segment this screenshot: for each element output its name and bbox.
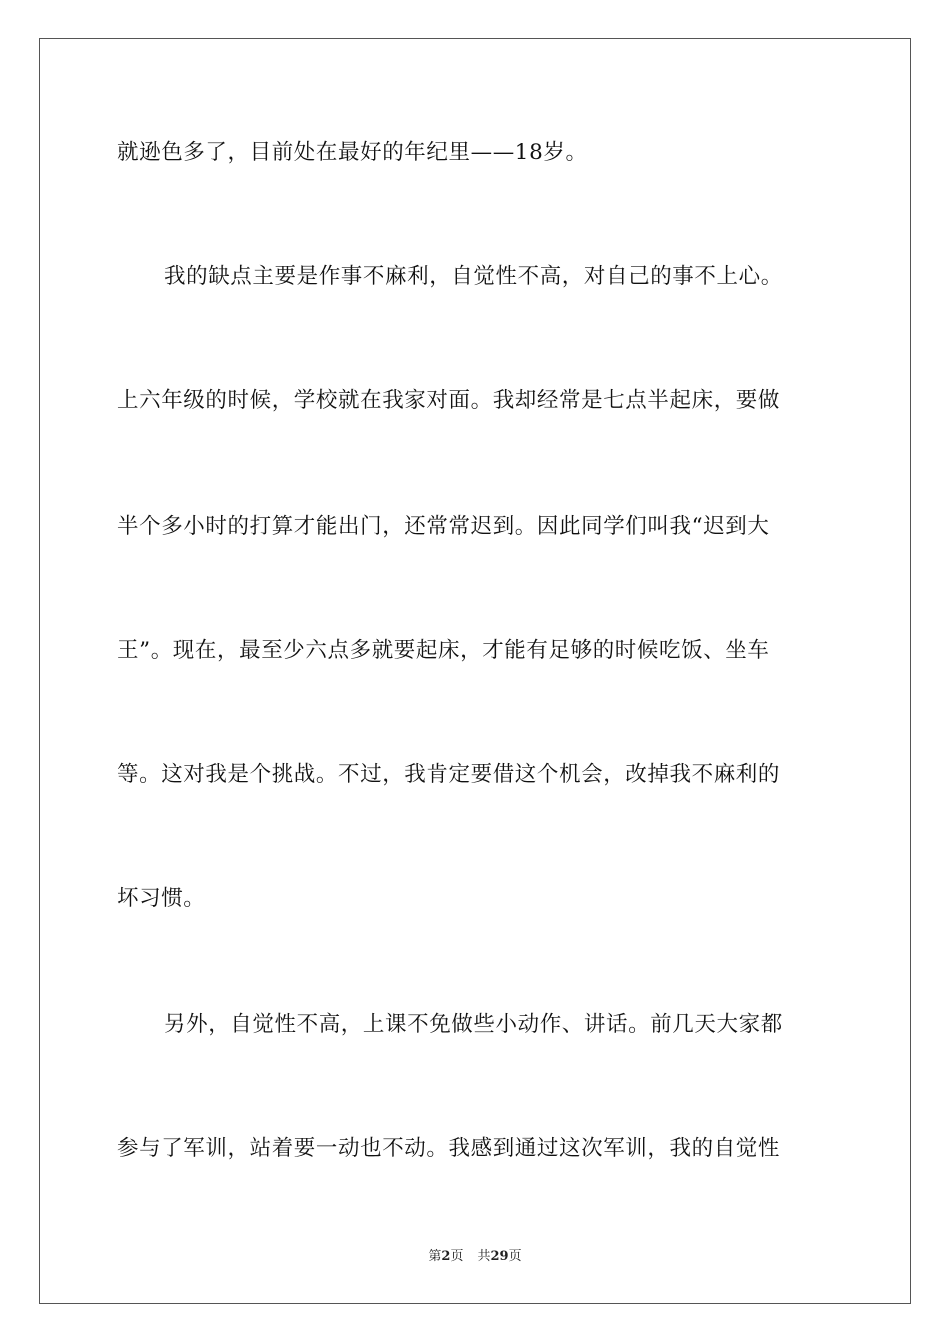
body-text-line: 等。这对我是个挑战。不过，我肯定要借这个机会，改掉我不麻利的 xyxy=(117,762,781,787)
paragraph-first-line: 我的缺点主要是作事不麻利，自觉性不高，对自己的事不上心。 xyxy=(164,264,783,289)
page-border xyxy=(39,38,911,1304)
paragraph-first-line: 另外，自觉性不高，上课不免做些小动作、讲话。前几天大家都 xyxy=(164,1012,783,1037)
body-text-line: 参与了军训，站着要一动也不动。我感到通过这次军训，我的自觉性 xyxy=(117,1136,781,1161)
page-footer xyxy=(0,1248,950,1266)
total-pages: 29 xyxy=(490,1249,509,1264)
body-text-line: 半个多小时的打算才能出门，还常常迟到。因此同学们叫我“迟到大 xyxy=(117,514,770,539)
total-label-prefix: 共 xyxy=(477,1249,491,1264)
body-text-line: 坏习惯。 xyxy=(117,886,206,911)
body-text-line: 上六年级的时候，学校就在我家对面。我却经常是七点半起床，要做 xyxy=(117,388,781,413)
total-label-suffix: 页 xyxy=(508,1249,522,1264)
page-label-suffix: 页 xyxy=(450,1249,464,1264)
body-text-line: 就逊色多了，目前处在最好的年纪里——18岁。 xyxy=(117,140,588,165)
page-number: 2 xyxy=(441,1249,451,1264)
page-label-prefix: 第 xyxy=(428,1249,442,1264)
body-text-line: 王”。现在，最至少六点多就要起床，才能有足够的时候吃饭、坐车 xyxy=(117,638,770,663)
